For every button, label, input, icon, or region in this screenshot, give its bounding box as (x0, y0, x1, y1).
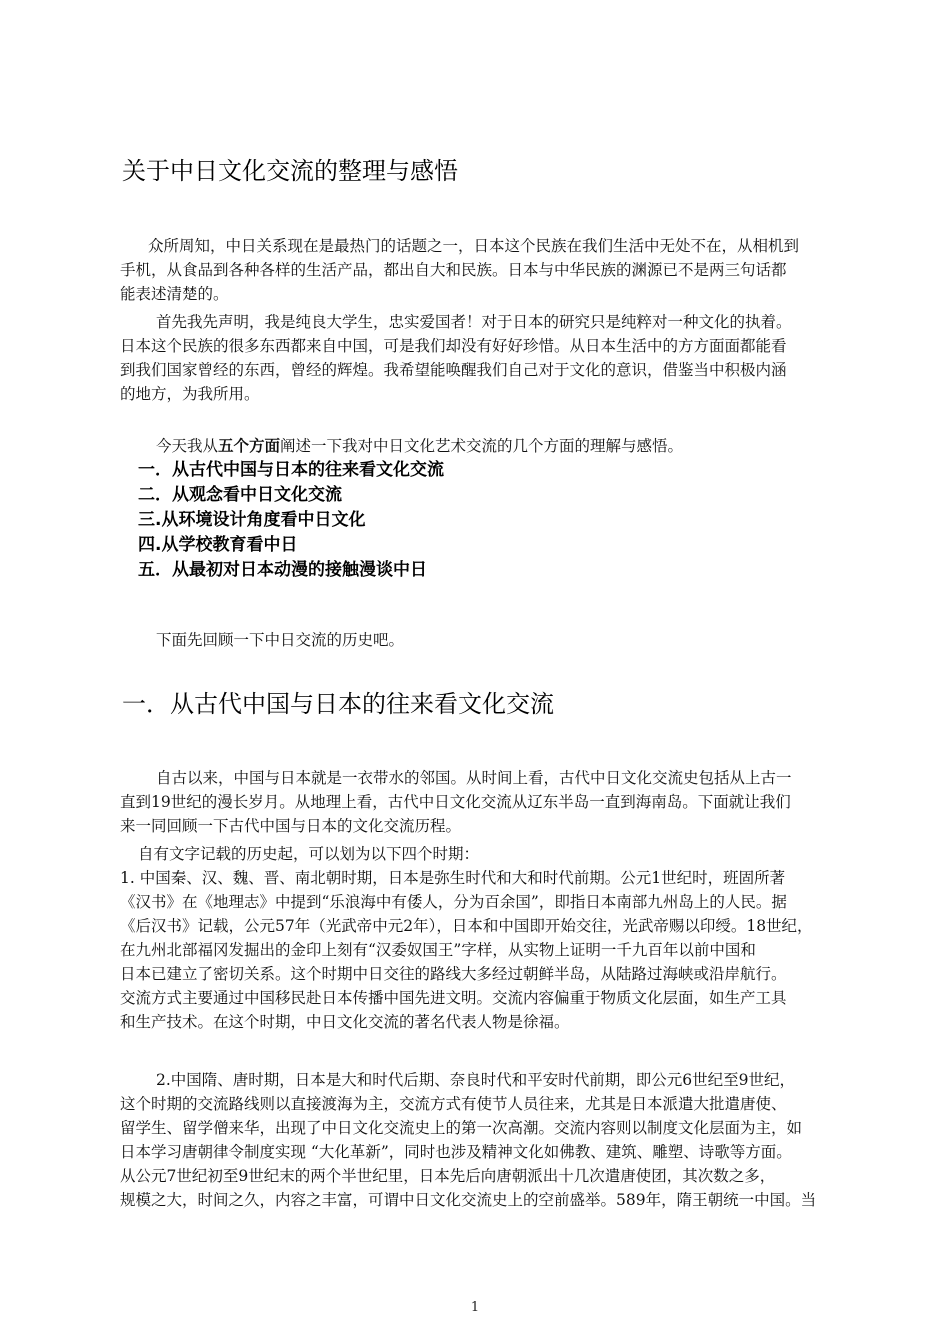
section-1-paragraph-1 (120, 766, 836, 838)
outline-item: 四.从学校教育看中日 (138, 535, 298, 555)
intro-paragraph-1 (120, 234, 836, 306)
section-1-item-1 (120, 866, 836, 1034)
text-line: 《后汉书》记载，公元57年（光武帝中元2年），日本和中国即开始交往，光武帝赐以印绶。18世纪， (120, 917, 813, 935)
text-line: 在九州北部福冈发掘出的金印上刻有“汉委奴国王”字样，从实物上证明一千九百年以前中国和 (120, 941, 756, 959)
text-line: 2.中国隋、唐时期，日本是大和时代后期、奈良时代和平安时代前期，即公元6世纪至9世纪， (156, 1071, 796, 1089)
text-line: 《汉书》在《地理志》中提到“乐浪海中有倭人，分为百余国”，即指日本南部九州岛上的人民。据 (120, 893, 787, 911)
text-line: 能表述清楚的。 (120, 285, 229, 303)
text-line: 下面先回顾一下中日交流的历史吧。 (156, 631, 405, 649)
text-line: 留学生、留学僧来华，出现了中日文化交流史上的第一次高潮。交流内容则以制度文化层面为主，如 (120, 1119, 803, 1137)
outline-intro-before: 今天我从 (156, 437, 219, 455)
outline-intro-after: 阐述一下我对中日文化艺术交流的几个方面的理解与感悟。 (280, 437, 684, 455)
outline-intro (120, 434, 836, 458)
text-line: 1. 中国秦、汉、魏、晋、南北朝时期，日本是弥生时代和大和时代前期。公元1世纪时，班固所著 (120, 869, 786, 887)
section-1-item-2 (120, 1068, 836, 1212)
history-intro (120, 628, 836, 652)
text-line: 日本已建立了密切关系。这个时期中日交往的路线大多经过朝鲜半岛，从陆路过海峡或沿岸航行。 (120, 965, 787, 983)
text-line: 交流方式主要通过中国移民赴日本传播中国先进文明。交流内容偏重于物质文化层面，如生产工具 (120, 989, 787, 1007)
text-line: 众所周知，中日关系现在是最热门的话题之一，日本这个民族在我们生活中无处不在，从相机到 (148, 237, 800, 255)
text-line: 规模之大，时间之久，内容之丰富，可谓中日文化交流史上的空前盛举。589年，隋王朝统一中国。当 (120, 1191, 817, 1209)
text-line: 日本学习唐朝律令制度实现 “大化革新”，同时也涉及精神文化如佛教、建筑、雕塑、诗歌等方面。 (120, 1143, 792, 1161)
outline-intro-emphasis: 五个方面 (218, 437, 281, 455)
text-line: 自古以来，中国与日本就是一衣带水的邻国。从时间上看，古代中日文化交流史包括从上古一 (156, 769, 792, 787)
outline-item: 五．从最初对日本动漫的接触漫谈中日 (138, 560, 427, 580)
section-1-heading: 一．从古代中国与日本的往来看文化交流 (122, 690, 554, 718)
intro-paragraph-2 (120, 310, 836, 406)
text-line: 来一同回顾一下古代中国与日本的文化交流历程。 (120, 817, 462, 835)
text-line: 这个时期的交流路线则以直接渡海为主，交流方式有使节人员往来，尤其是日本派遣大批遣唐使、 (120, 1095, 787, 1113)
text-line: 自有文字记载的历史起，可以划为以下四个时期： (138, 845, 480, 863)
text-line: 的地方，为我所用。 (120, 385, 260, 403)
outline-item: 三.从环境设计角度看中日文化 (138, 510, 366, 530)
outline-item: 二．从观念看中日文化交流 (138, 485, 342, 505)
text-line: 到我们国家曾经的东西，曾经的辉煌。我希望能唤醒我们自己对于文化的意识，借鉴当中积极内涵 (120, 361, 787, 379)
document-title: 关于中日文化交流的整理与感悟 (122, 157, 458, 185)
text-line: 日本这个民族的很多东西都来自中国，可是我们却没有好好珍惜。从日本生活中的方方面面都能看 (120, 337, 787, 355)
outline-list (138, 458, 444, 583)
section-1-paragraph-2 (120, 842, 836, 866)
page-number: 1 (470, 1300, 480, 1315)
text-line: 首先我先声明，我是纯良大学生，忠实爱国者！对于日本的研究只是纯粹对一种文化的执着。 (156, 313, 792, 331)
text-line: 手机，从食品到各种各样的生活产品，都出自大和民族。日本与中华民族的渊源已不是两三句话都 (120, 261, 787, 279)
text-line: 和生产技术。在这个时期，中日文化交流的著名代表人物是徐福。 (120, 1013, 570, 1031)
text-line: 从公元7世纪初至9世纪末的两个半世纪里，日本先后向唐朝派出十几次遣唐使团，其次数之多， (120, 1167, 776, 1185)
text-line: 直到19世纪的漫长岁月。从地理上看，古代中日文化交流从辽东半岛一直到海南岛。下面就让我们 (120, 793, 791, 811)
outline-item: 一．从古代中国与日本的往来看文化交流 (138, 460, 444, 480)
